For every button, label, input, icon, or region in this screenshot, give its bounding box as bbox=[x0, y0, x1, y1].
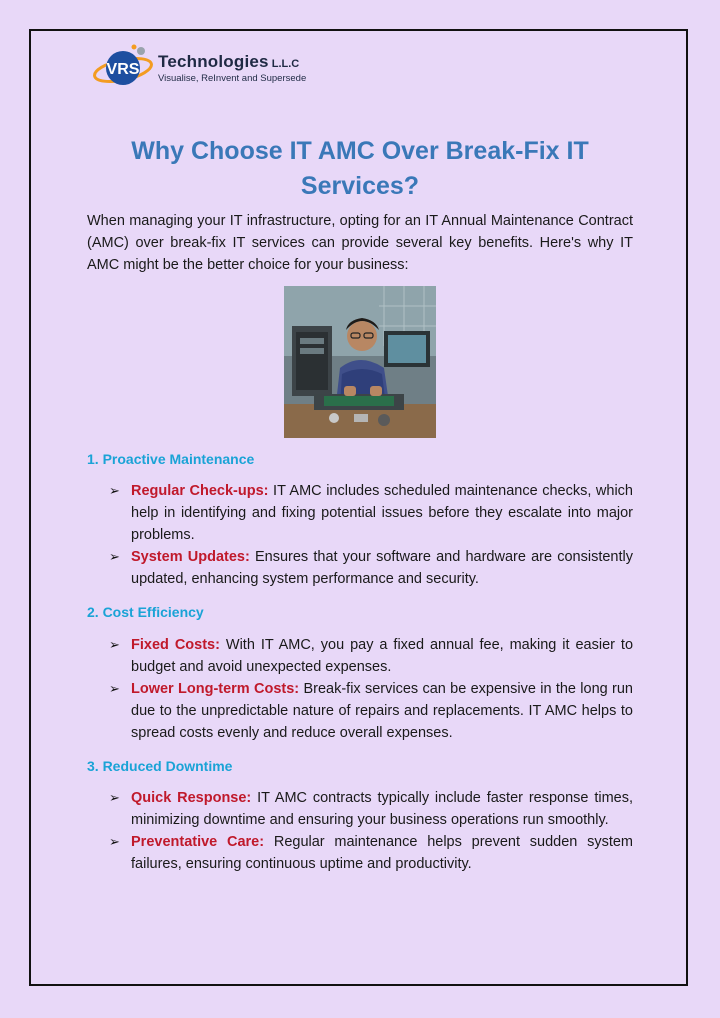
list-item bbox=[109, 678, 633, 744]
point-text: Regular maintenance helps prevent sudden system failures, ensuring continuous uptime and productivity. bbox=[131, 834, 634, 872]
section-heading-cost-efficiency: 2. Cost Efficiency bbox=[87, 604, 204, 620]
point-text: With IT AMC, you pay a fixed annual fee, making it easier to budget and avoid unexpected expenses. bbox=[131, 637, 634, 675]
point-term: System Updates: bbox=[131, 549, 250, 565]
list-item bbox=[109, 831, 633, 875]
point-term: Fixed Costs: bbox=[131, 637, 220, 653]
arrow-bullet-icon: ➢ bbox=[109, 834, 120, 849]
technician-image bbox=[284, 286, 436, 438]
point-text: IT AMC includes scheduled maintenance checks, which help in identifying and fixing potential issues before they escalate into major problems. bbox=[131, 483, 633, 543]
logo-suffix: L.L.C bbox=[271, 57, 300, 70]
section-heading-proactive-maintenance: 1. Proactive Maintenance bbox=[87, 451, 255, 467]
logo-tagline: Visualise, ReInvent and Supersede bbox=[158, 72, 307, 84]
section-heading-reduced-downtime: 3. Reduced Downtime bbox=[87, 758, 233, 774]
section-list-cost-efficiency bbox=[109, 634, 633, 744]
company-logo bbox=[92, 44, 306, 92]
point-text: Ensures that your software and hardware are consistently updated, enhancing system performance and security. bbox=[131, 549, 633, 587]
section-list-proactive-maintenance bbox=[109, 480, 633, 590]
section-list-reduced-downtime bbox=[109, 787, 633, 875]
intro-paragraph: When managing your IT infrastructure, opting for an IT Annual Maintenance Contract (AMC) over break-fix IT services can provide several key benefits. Here's why IT AMC might be the better choice for your business: bbox=[87, 213, 633, 273]
point-term: Lower Long-term Costs: bbox=[131, 681, 300, 697]
arrow-bullet-icon: ➢ bbox=[109, 681, 120, 696]
list-item bbox=[109, 634, 633, 678]
page-title: Why Choose IT AMC Over Break-Fix IT Services? bbox=[131, 137, 589, 200]
logo-mark-text: VRS bbox=[106, 61, 140, 78]
point-term: Preventative Care: bbox=[131, 834, 265, 850]
point-text: IT AMC contracts typically include faster response times, minimizing downtime and ensuring your business operations run smoothly. bbox=[131, 790, 633, 828]
point-text: Break-fix services can be expensive in the long run due to the unpredictable nature of repairs and replacements. IT AMC helps to spread costs evenly and reduce overall expenses. bbox=[131, 681, 633, 741]
list-item bbox=[109, 480, 633, 546]
point-term: Quick Response: bbox=[131, 790, 252, 806]
point-term: Regular Check-ups: bbox=[131, 483, 269, 499]
vrs-logo-icon bbox=[92, 44, 154, 92]
list-item bbox=[109, 546, 633, 590]
list-item bbox=[109, 787, 633, 831]
arrow-bullet-icon: ➢ bbox=[109, 483, 120, 498]
arrow-bullet-icon: ➢ bbox=[109, 637, 120, 652]
arrow-bullet-icon: ➢ bbox=[109, 549, 120, 564]
logo-name: Technologies bbox=[158, 51, 269, 71]
arrow-bullet-icon: ➢ bbox=[109, 790, 120, 805]
